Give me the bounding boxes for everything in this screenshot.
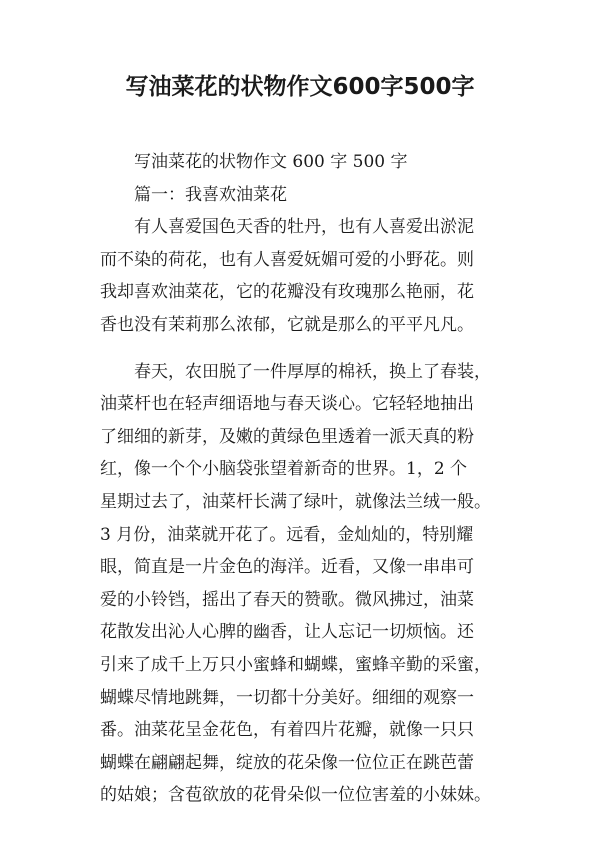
- paragraph-line: 番。油菜花呈金花色，有着四片花瓣，就像一只只: [100, 720, 474, 741]
- paragraph-line: 而不染的荷花，也有人喜爱妩媚可爱的小野花。则: [100, 249, 474, 270]
- paragraph-line: 的姑娘；含苞欲放的花骨朵似一位位害羞的小妹妹。: [100, 785, 491, 806]
- paragraph-line: 红，像一个个小脑袋张望着新奇的世界。1，2 个: [100, 459, 468, 480]
- paragraph-line: 春天，农田脱了一件厚厚的棉袄，换上了春装，: [134, 361, 491, 382]
- paragraph-line: 眼，简直是一片金色的海洋。近看，又像一串串可: [100, 557, 474, 578]
- paragraph-line: 油菜杆也在轻声细语地与春天谈心。它轻轻地抽出: [100, 394, 474, 415]
- paragraph-line: 3 月份，油菜就开花了。远看，金灿灿的，特别耀: [100, 524, 474, 545]
- subtitle-line: 写油菜花的状物作文 600 字 500 字: [134, 152, 408, 172]
- paragraph-line: 我却喜欢油菜花，它的花瓣没有玫瑰那么艳丽，花: [100, 282, 474, 303]
- paragraph-line: 引来了成千上万只小蜜蜂和蝴蝶，蜜蜂辛勤的采蜜，: [100, 654, 491, 675]
- paragraph-gap: [100, 342, 510, 356]
- section-heading: 篇一：我喜欢油菜花: [134, 184, 287, 205]
- paragraph-line: 有人喜爱国色天香的牡丹，也有人喜爱出淤泥: [134, 217, 474, 238]
- paragraph-line: 了细细的新芽，及嫩的黄绿色里透着一派天真的粉: [100, 426, 474, 447]
- paragraph-line: 蝴蝶在翩翩起舞，绽放的花朵像一位位正在跳芭蕾: [100, 752, 474, 773]
- document-body: [100, 146, 510, 812]
- paragraph-line: 星期过去了，油菜杆长满了绿叶，就像法兰绒一般。: [100, 491, 491, 512]
- paragraph-line: 蝴蝶尽情地跳舞，一切都十分美好。细细的观察一: [100, 687, 474, 708]
- document-title: 写油菜花的状物作文600字500字: [125, 74, 475, 100]
- paragraph-line: 花散发出沁人心脾的幽香，让人忘记一切烦恼。还: [100, 622, 474, 643]
- paragraph-line: 香也没有茉莉那么浓郁，它就是那么的平平凡凡。: [100, 314, 474, 335]
- paragraph-line: 爱的小铃铛，摇出了春天的赞歌。微风拂过，油菜: [100, 589, 474, 610]
